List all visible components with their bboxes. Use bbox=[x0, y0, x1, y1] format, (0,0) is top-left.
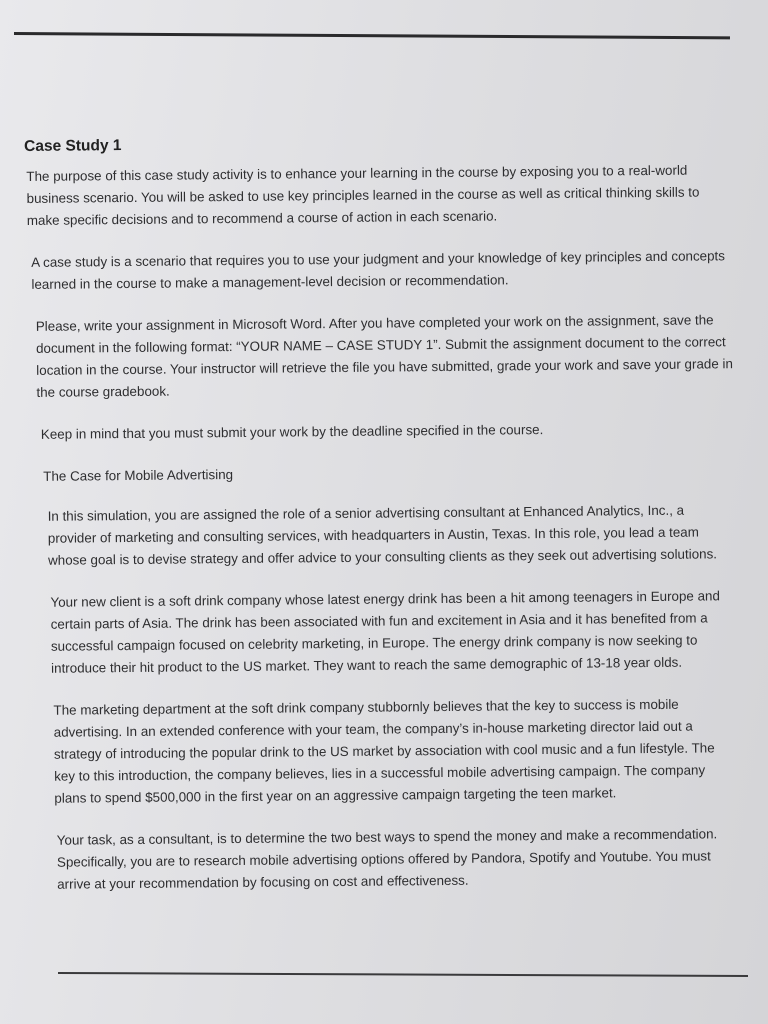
document-title: Case Study 1 bbox=[24, 137, 122, 155]
document-body bbox=[24, 129, 739, 916]
paragraph-definition: A case study is a scenario that requires you to use your judgment and your knowledge of key principles and concepts learned in the course to make a management-level decision or recommendation. bbox=[31, 248, 726, 292]
bottom-rule bbox=[58, 972, 748, 977]
paragraph-purpose: The purpose of this case study activity is to enhance your learning in the course by exposing you to a real-world business scenario. You will be asked to use key principles learned in the course as well as critical thinking skills to make specific decisions and to recommend a course of action in each scenario. bbox=[26, 162, 700, 228]
paragraph-marketing: The marketing department at the soft drink company stubbornly believes that the key to success is mobile advertising. In an extended conference with your team, the company’s in-house marketing director laid out a strategy of introducing the popular drink to the US market by association with cool music and a fun lifestyle. The key to this introduction, the company believes, lies in a successful mobile advertising campaign. The company plans to spend $500,000 in the first year on an aggressive campaign targeting the teen market. bbox=[53, 696, 715, 806]
paragraph-client: Your new client is a soft drink company whose latest energy drink has been a hit among teenagers in Europe and certain parts of Asia. The drink has been associated with fun and excitement in Asia and it has benefited from a successful campaign focused on celebrity marketing, in Europe. The energy drink company is now seeking to introduce their hit product to the US market. They want to reach the same demographic of 13-18 year olds. bbox=[50, 588, 720, 676]
section-heading: The Case for Mobile Advertising bbox=[43, 467, 234, 484]
paragraph-instructions: Please, write your assignment in Microsoft Word. After you have completed your work on the assignment, save the document in the following format: “YOUR NAME – CASE STUDY 1”. Submit the assignment document to the correct location in the course. Your instructor will retrieve the file you have submitted, grade your work and save your grade in the course gradebook. bbox=[35, 312, 733, 400]
paragraph-simulation: In this simulation, you are assigned the role of a senior advertising consultant at Enhanced Analytics, Inc., a provider of marketing and consulting services, with headquarters in Austin, Texas. In this role, you lead a team whose goal is to devise strategy and offer advice to your consulting clients as they seek out advertising solutions. bbox=[47, 502, 718, 568]
paragraph-task: Your task, as a consultant, is to determine the two best ways to spend the money and make a recommendation. Specifically, you are to research mobile advertising options offered by Pandora, Spotify and Youtube. You must arrive at your recommendation by focusing on cost and effectiveness. bbox=[56, 826, 718, 892]
top-rule bbox=[14, 32, 730, 39]
paragraph-deadline: Keep in mind that you must submit your work by the deadline specified in the course. bbox=[40, 422, 544, 442]
